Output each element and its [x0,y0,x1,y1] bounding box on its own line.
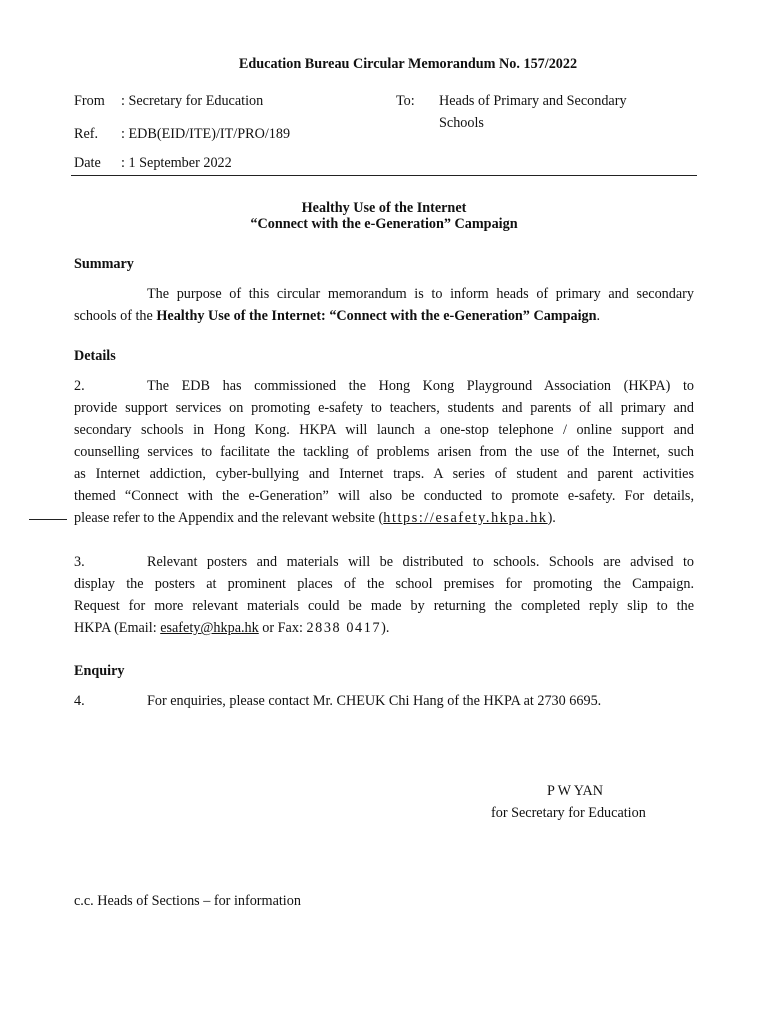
para3-line3: Request for more relevant materials could be made by returning the completed reply slip to the [74,598,694,614]
cc-line: c.c. Heads of Sections – for information [74,893,301,909]
date-value: : 1 September 2022 [121,155,232,171]
ref-value: : EDB(EID/ITE)/IT/PRO/189 [121,126,291,142]
para2-line3: secondary schools in Hong Kong. HKPA will launch a one-stop telephone / online support and [74,422,694,438]
para2-line7: please refer to the Appendix and the relevant website (https://esafety.hkpa.hk). [74,510,556,526]
enquiry-number: 4. [74,693,85,709]
summary-paragraph [74,283,694,327]
details-paragraph-2 [74,375,694,529]
to-label: To: [396,93,415,109]
para3-line2: display the posters at prominent places of the school premises for promoting the Campaign. [74,576,694,592]
enquiry-heading: Enquiry [74,663,125,679]
summary-heading: Summary [74,256,134,272]
fax-number: 2838 0417 [306,620,382,636]
signatory-name: P W YAN [547,783,603,799]
para3-line1: 3. Relevant posters and materials will be distributed to schools. Schools are advised to [74,554,694,570]
website-link[interactable]: https://esafety.hkpa.hk [383,510,548,526]
details-heading: Details [74,348,116,364]
para2-line2: provide support services on promoting e-safety to teachers, students and parents of all primary and [74,400,694,416]
email-link[interactable]: esafety@hkpa.hk [160,620,259,636]
from-label: From [74,93,105,109]
para2-line5: as Internet addiction, cyber-bullying and Internet traps. A series of student and parent activities [74,466,694,482]
enquiry-text: For enquiries, please contact Mr. CHEUK Chi Hang of the HKPA at 2730 6695. [147,693,602,709]
signatory-title: for Secretary for Education [491,805,646,821]
details-paragraph-3 [74,551,694,639]
to-value-line1: Heads of Primary and Secondary [439,93,627,109]
from-value: : Secretary for Education [121,93,264,109]
ref-label: Ref. [74,126,99,142]
summary-line1: The purpose of this circular memorandum is to inform heads of primary and secondary [147,286,694,302]
subject-line2: “Connect with the e-Generation” Campaign [250,216,518,232]
margin-mark [29,519,67,520]
para2-line6: themed “Connect with the e-Generation” will also be conducted to promote e-safety. For details, [74,488,694,504]
para3-line4: HKPA (Email: esafety@hkpa.hk or Fax: 2838 0417). [74,620,390,636]
memo-title: Education Bureau Circular Memorandum No. 157/2022 [238,56,578,72]
para2-line1: 2. The EDB has commissioned the Hong Kong Playground Association (HKPA) to [74,378,694,394]
header-divider [71,175,697,176]
to-value-line2: Schools [439,115,484,131]
subject-line1: Healthy Use of the Internet [301,200,467,216]
summary-line2: schools of the Healthy Use of the Internet: “Connect with the e-Generation” Campaign. [74,308,601,324]
para2-line4: counselling services to facilitate the tackling of problems arisen from the use of the Internet, such [74,444,694,460]
date-label: Date [74,155,101,171]
